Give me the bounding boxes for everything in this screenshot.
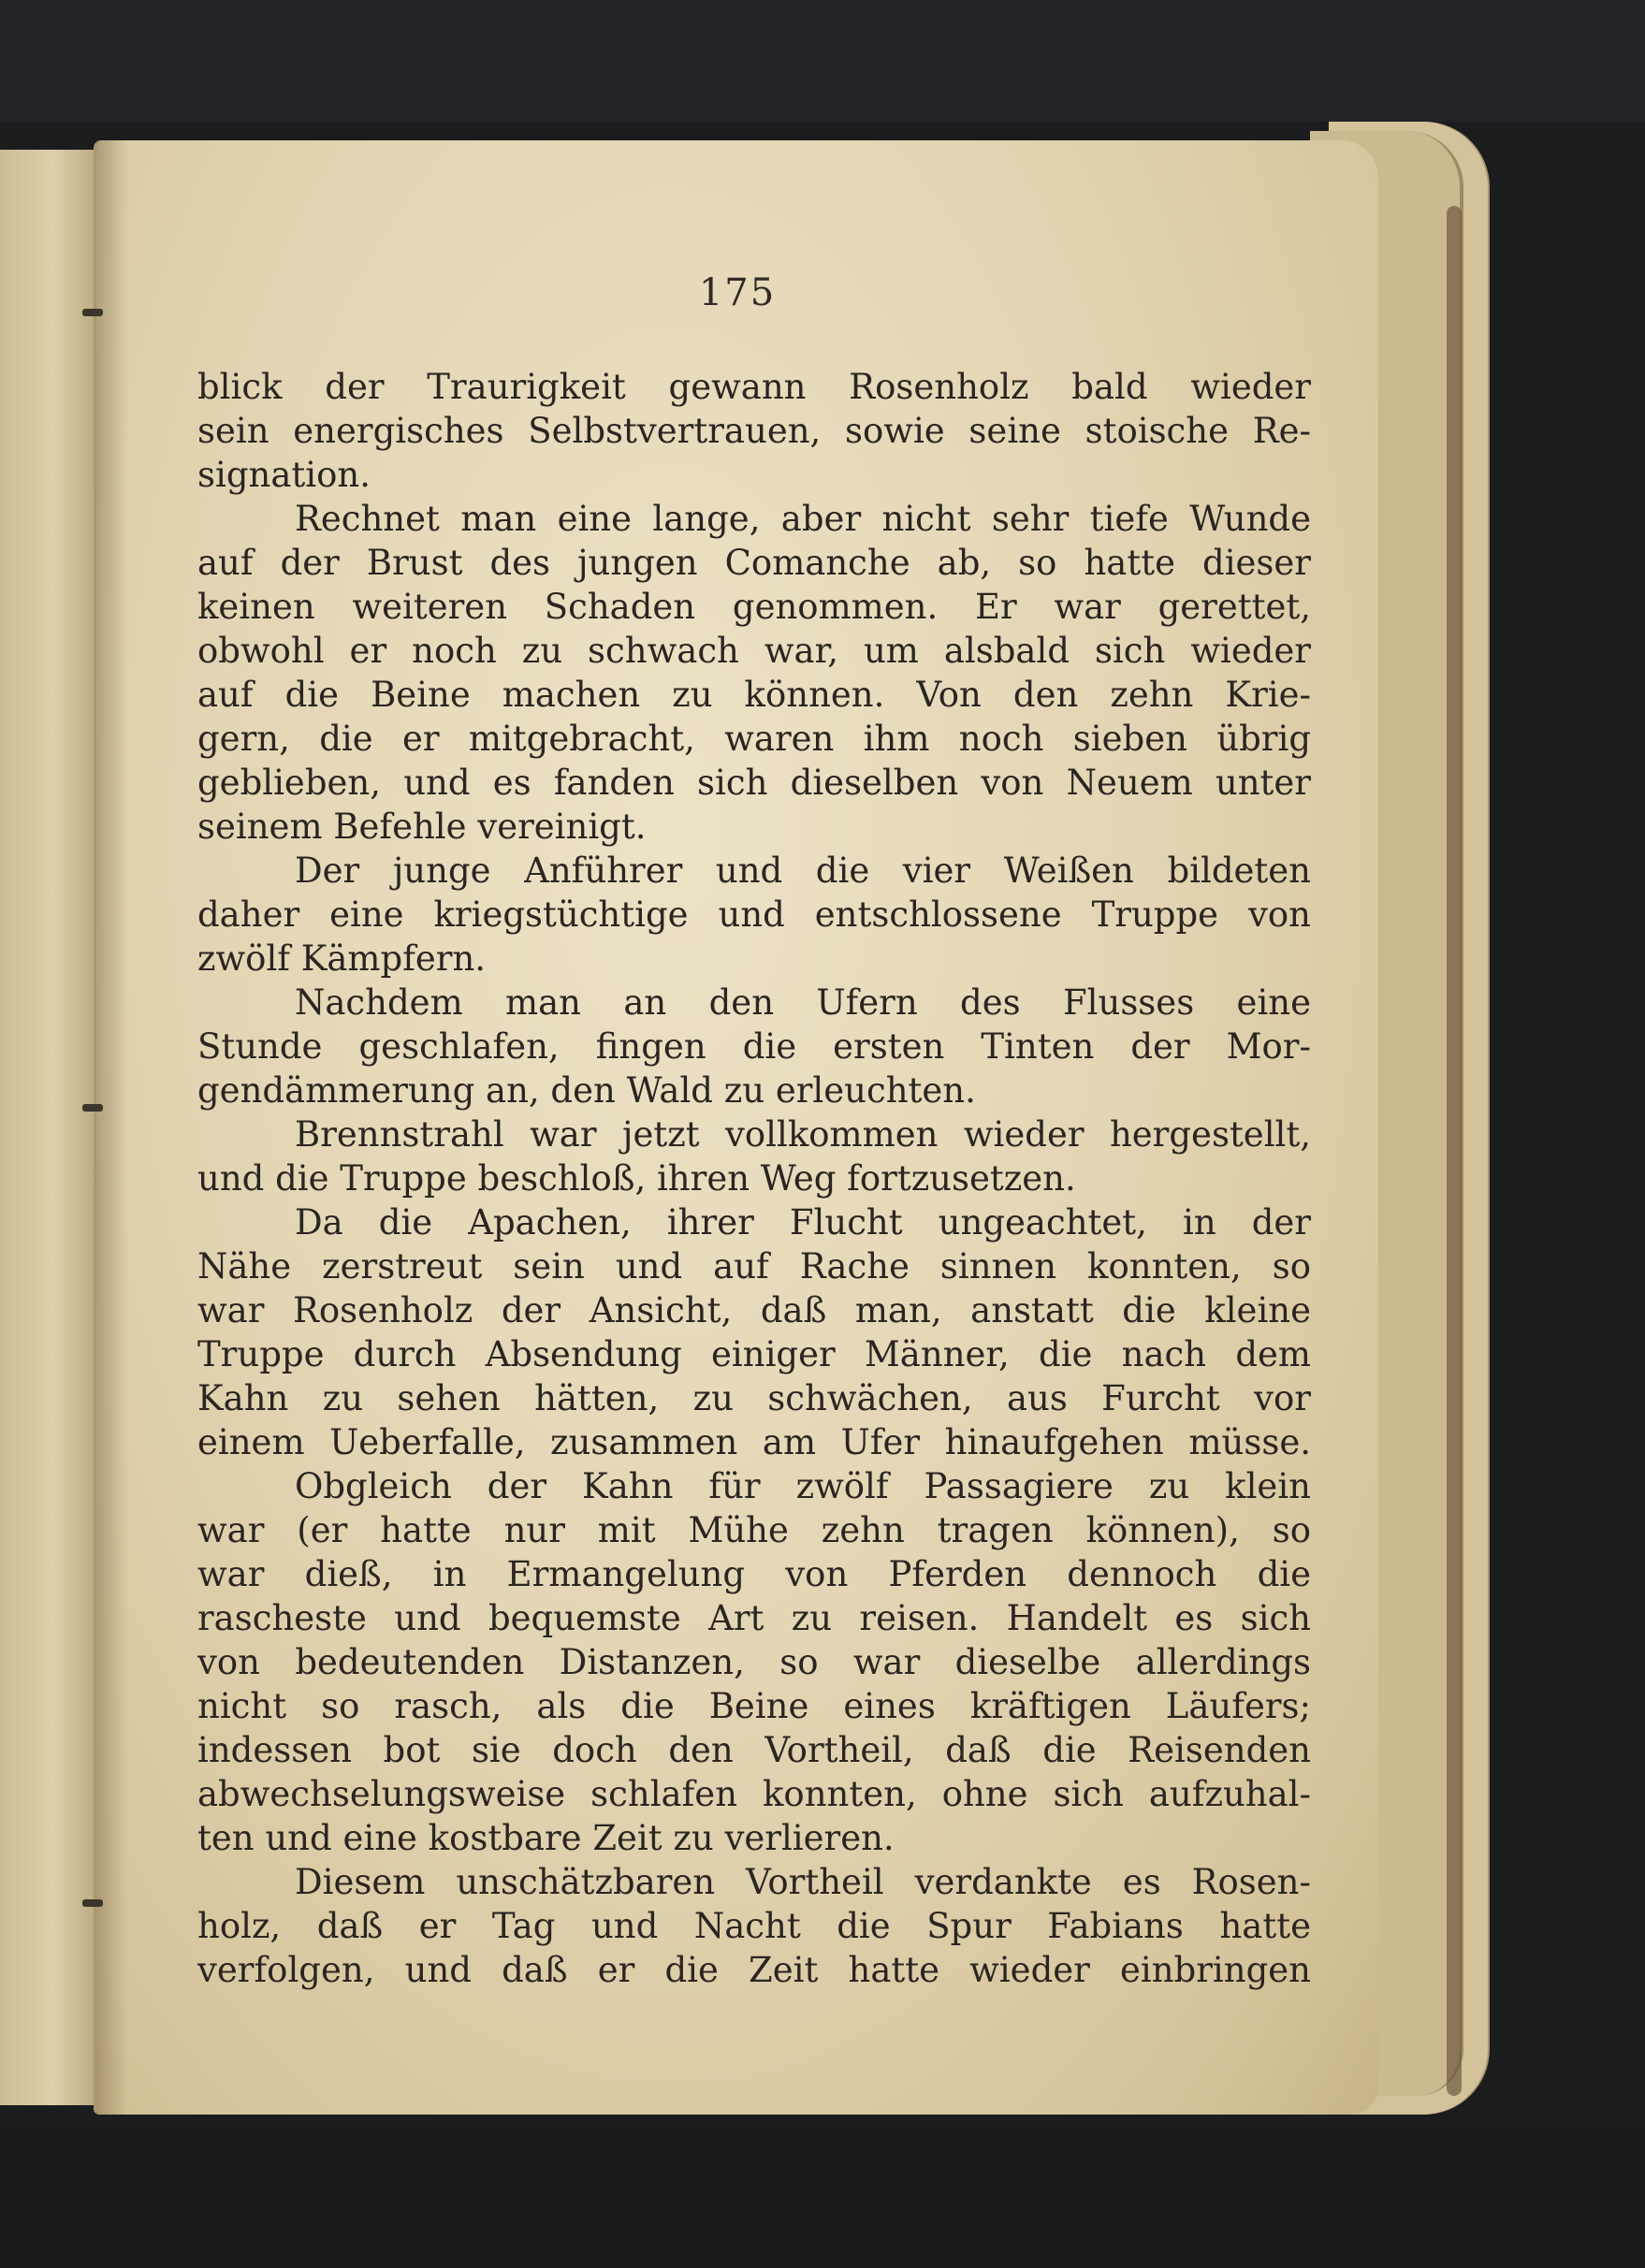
book-page <box>94 140 1378 2115</box>
text-line: geblieben, und es fanden sich dieselben von Neuem unter <box>197 763 1311 803</box>
text-line: keinen weiteren Schaden genommen. Er war gerettet, <box>197 587 1311 627</box>
text-line: war (er hatte nur mit Mühe zehn tragen können), so <box>197 1510 1311 1550</box>
text-line: seinem Befehle vereinigt. <box>197 807 647 847</box>
text-line: Stunde geschlafen, fingen die ersten Tinten der Mor- <box>197 1026 1311 1067</box>
binding-stitch <box>82 309 103 316</box>
text-line: Nachdem man an den Ufern des Flusses eine <box>295 982 1311 1023</box>
text-line: Brennstrahl war jetzt vollkommen wieder hergestellt, <box>295 1114 1311 1155</box>
text-line: Da die Apachen, ihrer Flucht ungeachtet, in der <box>295 1202 1311 1243</box>
text-line: blick der Traurigkeit gewann Rosenholz bald wieder <box>197 367 1311 407</box>
text-line: Der junge Anführer und die vier Weißen bildeten <box>295 850 1311 891</box>
text-line: auf die Beine machen zu können. Von den zehn Krie- <box>197 675 1311 715</box>
text-line: war dieß, in Ermangelung von Pferden dennoch die <box>197 1554 1311 1594</box>
background-bottom <box>0 2124 1645 2268</box>
body-text <box>197 365 1311 1992</box>
page-edge-shadow <box>1447 206 1462 2096</box>
text-line: Diesem unschätzbaren Vortheil verdankte es Rosen- <box>295 1862 1311 1902</box>
text-line: Kahn zu sehen hätten, zu schwächen, aus Furcht vor <box>197 1378 1311 1418</box>
text-line: Truppe durch Absendung einiger Männer, die nach dem <box>197 1334 1311 1374</box>
text-line: Nähe zerstreut sein und auf Rache sinnen konnten, so <box>197 1246 1311 1287</box>
text-line: gern, die er mitgebracht, waren ihm noch sieben übrig <box>197 719 1311 759</box>
text-line: Obgleich der Kahn für zwölf Passagiere zu klein <box>295 1466 1311 1506</box>
text-line: Rechnet man eine lange, aber nicht sehr tiefe Wunde <box>295 499 1311 539</box>
text-line: sein energisches Selbstvertrauen, sowie seine stoische Re- <box>197 411 1311 451</box>
gutter-shade <box>96 140 128 2115</box>
text-line: zwölf Kämpfern. <box>197 938 487 979</box>
text-line: signation. <box>197 455 371 495</box>
text-line: gendämmerung an, den Wald zu erleuchten. <box>197 1070 976 1111</box>
page-number: 175 <box>698 271 777 314</box>
text-line: obwohl er noch zu schwach war, um alsbald sich wieder <box>197 631 1311 671</box>
text-line: auf der Brust des jungen Comanche ab, so hatte dieser <box>197 543 1311 583</box>
text-line: und die Truppe beschloß, ihren Weg fortzusetzen. <box>197 1158 1076 1199</box>
text-line: verfolgen, und daß er die Zeit hatte wieder einbringen <box>197 1950 1311 1990</box>
text-line: ten und eine kostbare Zeit zu verlieren. <box>197 1818 895 1858</box>
text-line: von bedeutenden Distanzen, so war dieselbe allerdings <box>197 1642 1311 1682</box>
text-line: indessen bot sie doch den Vortheil, daß die Reisenden <box>197 1730 1311 1770</box>
text-line: war Rosenholz der Ansicht, daß man, anstatt die kleine <box>197 1290 1311 1330</box>
left-page-edge <box>0 150 100 2105</box>
text-line: nicht so rasch, als die Beine eines kräftigen Läufers; <box>197 1686 1311 1726</box>
binding-stitch <box>82 1899 103 1907</box>
binding-stitch <box>82 1104 103 1112</box>
text-line: abwechselungsweise schlafen konnten, ohne sich aufzuhal- <box>197 1774 1311 1814</box>
text-line: rascheste und bequemste Art zu reisen. Handelt es sich <box>197 1598 1311 1638</box>
text-line: einem Ueberfalle, zusammen am Ufer hinaufgehen müsse. <box>197 1422 1311 1462</box>
text-line: holz, daß er Tag und Nacht die Spur Fabians hatte <box>197 1906 1311 1946</box>
background-top <box>0 0 1645 122</box>
text-line: daher eine kriegstüchtige und entschlossene Truppe von <box>197 894 1311 935</box>
